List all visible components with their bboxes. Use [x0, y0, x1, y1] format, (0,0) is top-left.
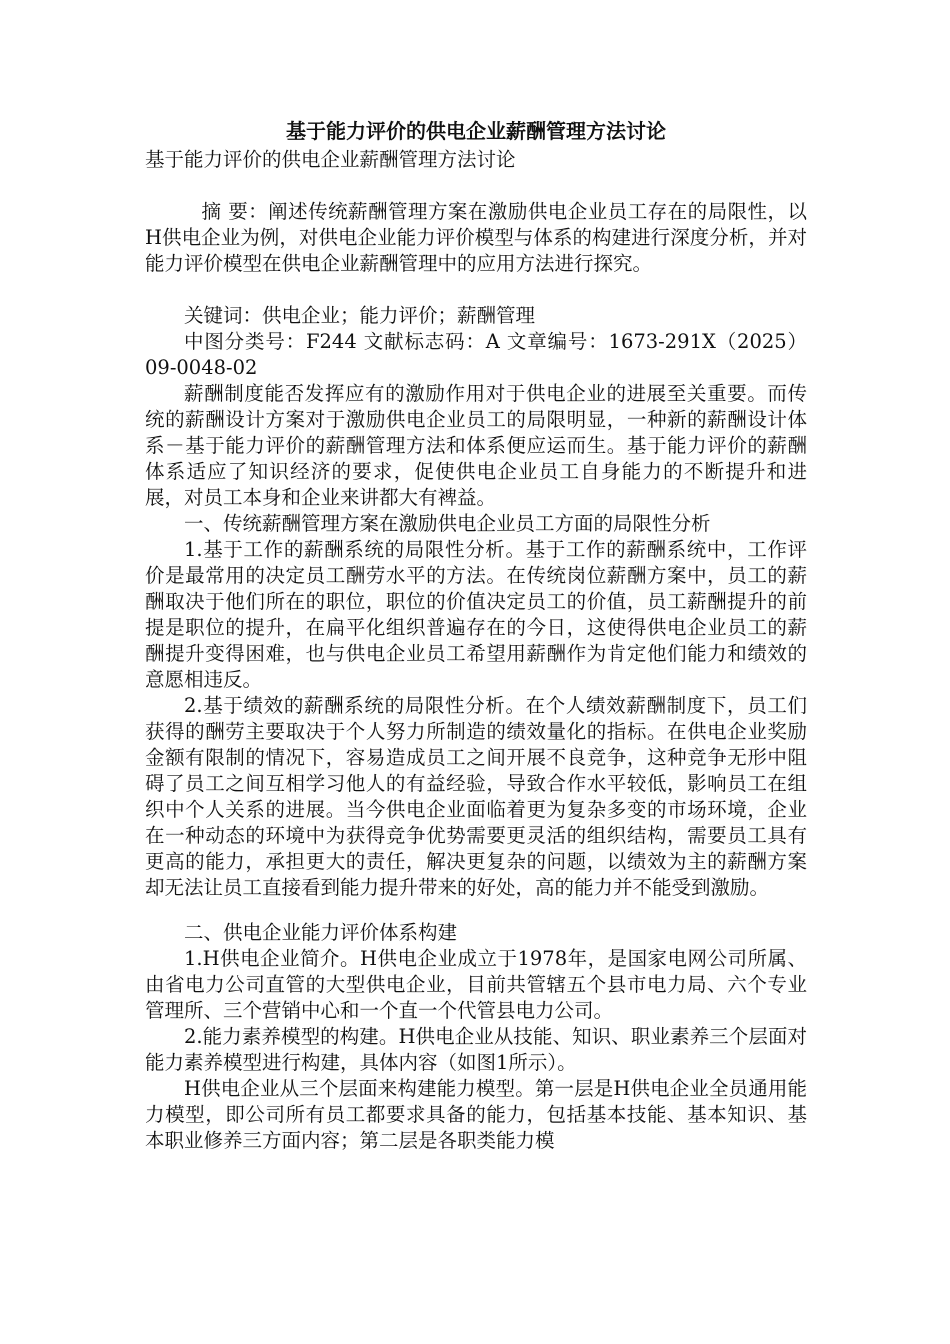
spacer: [145, 901, 807, 920]
classification-line: 中图分类号：F244 文献标志码：A 文章编号：1673-291X（2025）09-0048-02: [145, 330, 807, 379]
intro-paragraph: 薪酬制度能否发挥应有的激励作用对于供电企业的进展至关重要。而传统的薪酬设计方案对于激励供电企业员工的局限明显，一种新的薪酬设计体系－基于能力评价的薪酬管理方法和体系便应运而生。基于能力评价的薪酬体系适应了知识经济的要求，促使供电企业员工自身能力的不断提升和进展，对员工本身和企业来讲都大有裨益。: [145, 382, 807, 509]
document-page: [145, 118, 807, 1154]
spacer: [145, 277, 807, 303]
section1-paragraph-2: 2.基于绩效的薪酬系统的局限性分析。在个人绩效薪酬制度下，员工们获得的酬劳主要取决于个人努力所制造的绩效量化的指标。在供电企业奖励金额有限制的情况下，容易造成员工之间开展不良竞争，这种竞争无形中阻碍了员工之间互相学习他人的有益经验，导致合作水平较低，影响员工在组织中个人关系的进展。当今供电企业面临着更为复杂多变的市场环境，企业在一种动态的环境中为获得竞争优势需要更灵活的组织结构，需要员工具有更高的能力，承担更大的责任，解决更复杂的问题，以绩效为主的薪酬方案却无法让员工直接看到能力提升带来的好处，高的能力并不能受到激励。: [145, 694, 807, 899]
abstract-paragraph: 摘 要：阐述传统薪酬管理方案在激励供电企业员工存在的局限性，以H供电企业为例，对供电企业能力评价模型与体系的构建进行深度分析，并对能力评价模型在供电企业薪酬管理中的应用方法进行探究。: [145, 200, 807, 275]
section2-paragraph-1: 1.H供电企业简介。H供电企业成立于1978年，是国家电网公司所属、由省电力公司直管的大型供电企业，目前共管辖五个县市电力局、六个专业管理所、三个营销中心和一个直一个代管县电力公司。: [145, 947, 807, 1022]
section2-paragraph-3: H供电企业从三个层面来构建能力模型。第一层是H供电企业全员通用能力模型，即公司所有员工都要求具备的能力，包括基本技能、基本知识、基本职业修养三方面内容；第二层是各职类能力模: [145, 1077, 807, 1152]
section-heading-2: 二、供电企业能力评价体系构建: [184, 921, 458, 944]
keywords-line: 关键词：供电企业；能力评价；薪酬管理: [184, 304, 536, 327]
document-title: 基于能力评价的供电企业薪酬管理方法讨论: [286, 119, 666, 143]
section-heading-1: 一、传统薪酬管理方案在激励供电企业员工方面的局限性分析: [184, 512, 711, 535]
document-subtitle: 基于能力评价的供电企业薪酬管理方法讨论: [145, 148, 516, 171]
section1-paragraph-1: 1.基于工作的薪酬系统的局限性分析。基于工作的薪酬系统中，工作评价是最常用的决定员工酬劳水平的方法。在传统岗位薪酬方案中，员工的薪酬取决于他们所在的职位，职位的价值决定员工的价值，员工薪酬提升的前提是职位的提升，在扁平化组织普遍存在的今日，这使得供电企业员工的薪酬提升变得困难，也与供电企业员工希望用薪酬作为肯定他们能力和绩效的意愿相违反。: [145, 538, 807, 691]
spacer: [145, 173, 807, 199]
section2-paragraph-2: 2.能力素养模型的构建。H供电企业从技能、知识、职业素养三个层面对能力素养模型进行构建，具体内容（如图1所示）。: [145, 1025, 807, 1074]
